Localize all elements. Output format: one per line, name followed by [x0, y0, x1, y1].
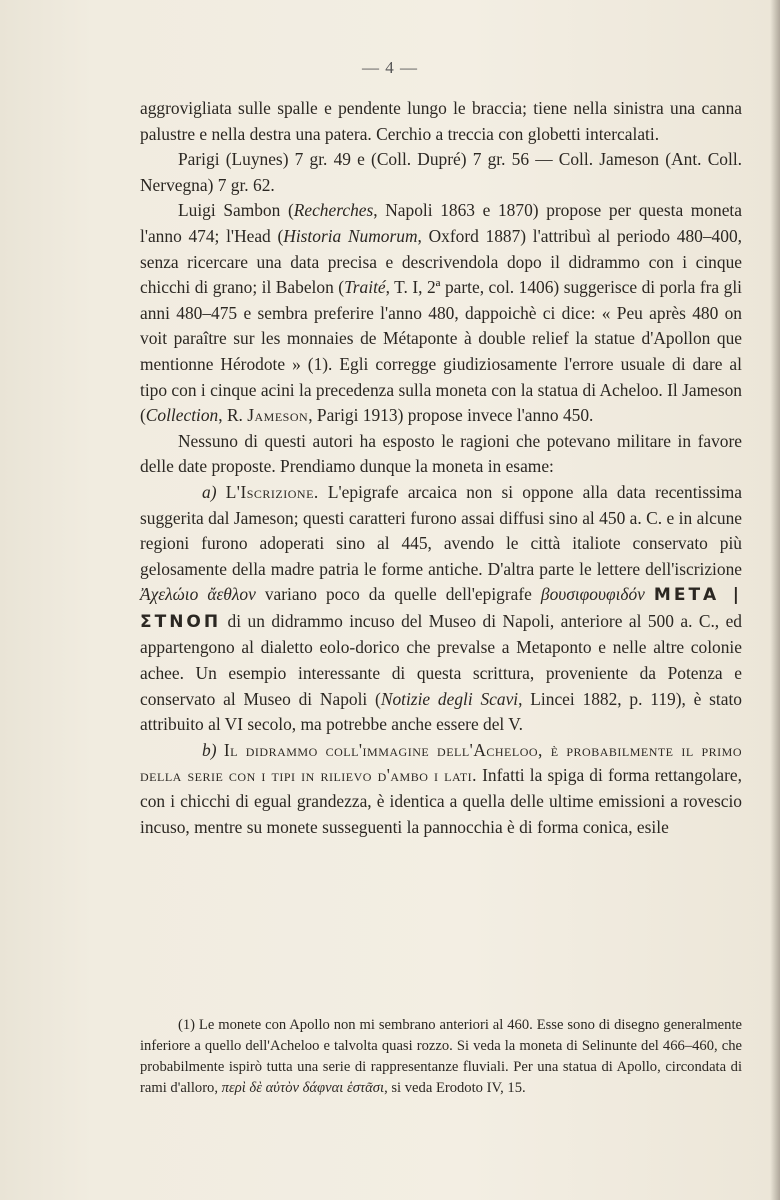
paragraph-collections: Parigi (Luynes) 7 gr. 49 e (Coll. Dupré) 7 gr. 56 — Coll. Jameson (Ant. Coll. Nervegna) 7 gr. 62.	[140, 149, 742, 195]
archaic-inscription: ΜΕΤΑ | ΣΤΝΟΠ	[140, 585, 742, 632]
main-text	[140, 96, 742, 840]
page-number: — 4 —	[362, 58, 418, 77]
paragraph-authors: Luigi Sambon (Recherches, Napoli 1863 e 1870) propose per questa moneta l'anno 474; l'Head (Historia Numorum, Oxford 1887) l'attribuì al periodo 480–400, senza ricercare una data precisa e descrivendola dopo il didrammo con i cinque chicchi di grano; il Babelon (Traité, T. I, 2ª parte, col. 1406) suggerisce di porla fra gli anni 480–475 e sembra preferire l'anno 480, dappoichè ci dice: « Peu après 480 on voit paraître sur les monnaies de Métaponte à double relief la statue d'Apollon que mentionne Hérodote » (1). Egli corregge giudiziosamente l'errore usuale di dare al tipo con i cinque acini la precedenza sulla moneta con la statua di Acheloo. Il Jameson (Collection, R. Jameson, Parigi 1913) propose invece l'anno 450.	[140, 200, 743, 426]
footnote: (1) Le monete con Apollo non mi sembrano anteriori al 460. Esse sono di disegno generalmente inferiore a quello dell'Acheloo e talvolta quasi rozzo. Si veda la moneta di Selinunte del 466–460, che probabilmente ispirò tutta una serie di rappresentanze fluviali. Per una statua di Apollo, circondata di rami d'alloro, περὶ δὲ αὐτὸν δάφναι ἑστᾶσι, si veda Erodoto IV, 15.	[140, 1017, 742, 1096]
paragraph-didrachm: b) Il didrammo coll'immagine dell'Acheloo, è probabilmente il primo della serie con i tipi in rilievo d'ambo i lati. Infatti la spiga di forma rettangolare, con i chicchi di egual grandezza, è identica a quella delle ultime emissioni a rovescio incuso, mentre su monete susseguenti la pannocchia è di forma conica, esile	[140, 739, 742, 837]
paragraph-reasons: Nessuno di questi autori ha esposto le ragioni che potevano militare in favore delle date proposte. Prendiamo dunque la moneta in esame:	[140, 430, 742, 477]
paragraph-inscription: a) L'Iscrizione. L'epigrafe arcaica non si oppone alla data recentissima suggerita dal Jameson; questi caratteri furono assai diffusi sino al 450 a. C. e in alcune regioni furono adoperati sino al 445, avendo le città italiote conservato più gelosamente della madre patria le forme antiche. D'altra parte le lettere dell'iscrizione Ἀχελώιο ἄεθλον variano poco da quelle dell'epigrafe βουσιφουφιδόν ΜΕΤΑ | ΣΤΝΟΠ di un didrammo incuso del Museo di Napoli, anteriore al 500 a. C., ed appartengono al dialetto eolo-dorico che prevalse a Metaponto e nelle altre colonie achee. Un esempio interessante di questa scrittura, proveniente da Potenza e conservato al Museo di Napoli (Notizie degli Scavi, Lincei 1882, p. 119), è stato attribuito al VI secolo, ma potrebbe anche essere del V.	[140, 481, 743, 735]
paragraph-description: aggrovigliata sulle spalle e pendente lungo le braccia; tiene nella sinistra una canna palustre e nella destra una patera. Cerchio a treccia con globetti intercalati.	[140, 98, 742, 144]
